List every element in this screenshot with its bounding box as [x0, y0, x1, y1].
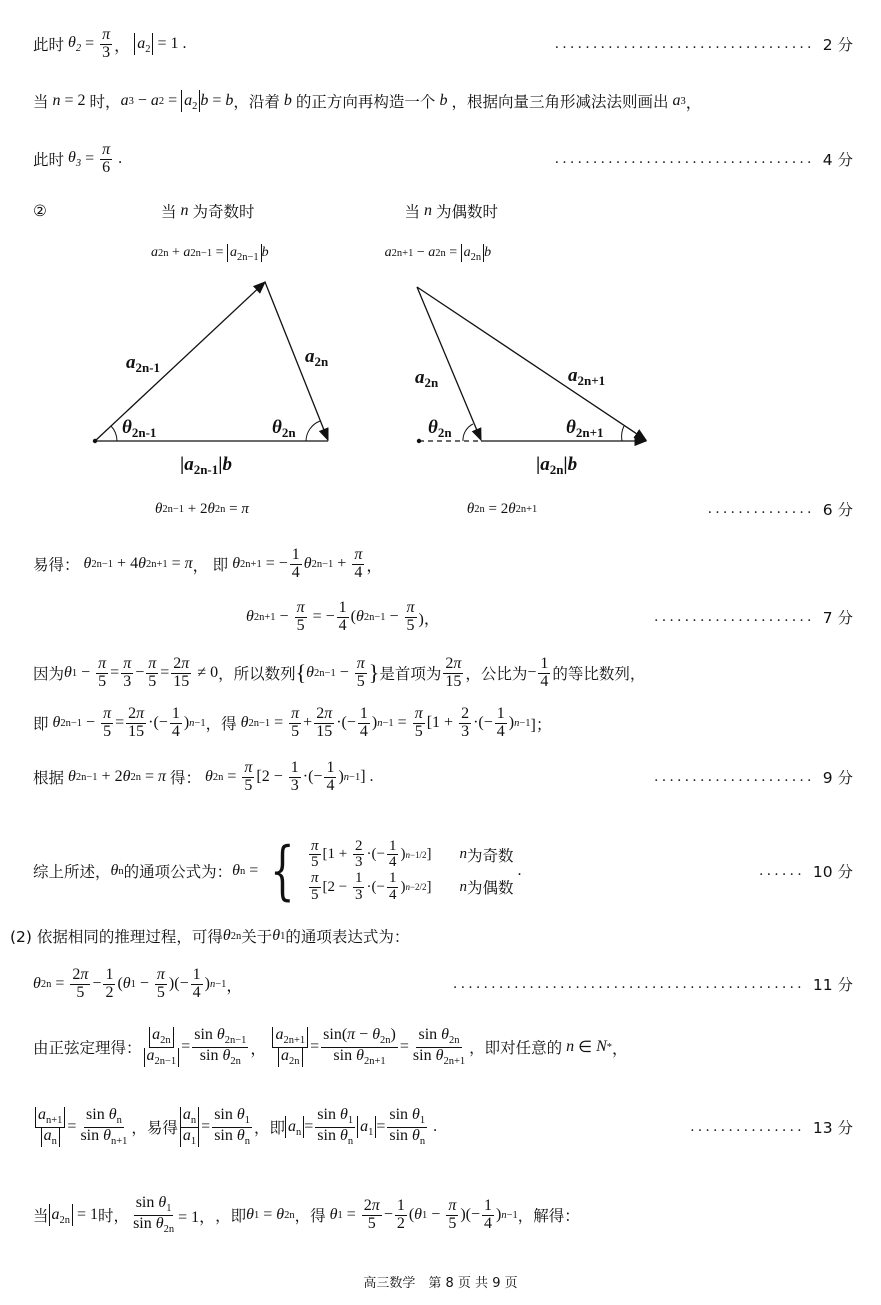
label-theta2n+1-right: $\theta_{2n+1}$	[566, 417, 604, 440]
line-genju: 根据 θ 2n−1 + 2 θ 2n = π 得： θ 2n = $\frac{\pi}{5}$ [2 − $\frac{1}{3}$ ·(− $\frac{1}{4}$ ) n−1 ] . ..................... 9 分	[33, 758, 853, 794]
even-heading: 为偶数时	[436, 203, 499, 221]
score-6: 6 分	[822, 501, 853, 519]
line-yinwei: 因为 θ 1 − $\frac{\pi}{5}$ = $\frac{\pi}{3}$ − $\frac{\pi}{5}$ = $\frac{2\pi}{15}$ ≠ 0 ，所以数列 { θ 2n−1 − $\frac{\pi}{5}$ } 是首项为 $\frac{2\pi}{15}$ ，公比为 − $\frac{1}{4}$ 的等比数列，	[33, 654, 646, 690]
line-n2: 当 n = 2 时， a 3 − a 2 = $a_2$ b = b ，沿着 b 的正方向再构造一个 b ，根据向量三角形减法法则画出 a 3 ，	[33, 91, 702, 113]
dot-leader: ..................................	[554, 36, 815, 52]
line-recurrence: θ 2n+1 − $\frac{\pi}{5}$ = − $\frac{1}{4}$ ( θ 2n−1 − $\frac{\pi}{5}$ )， ..................... 7 分	[246, 598, 853, 634]
line-ratio: $\frac{a_{n+1}}{a_n}$ = $\frac{\sin \theta_n}{\sin \theta_{n+1}}$ ，易得 $\frac{a_n}{a_1}$ = $\frac{\sin \theta_1}{\sin \theta_n}$ ，即 $a_n$ = $\frac{\sin \theta_1}{\sin \theta_n}$ $a_1$ = $\frac{\sin \theta_1}{\sin \theta_n}$ . ............... 13 分	[33, 1098, 853, 1156]
score-11: 11 分	[812, 976, 853, 994]
label-theta2n-left: $\theta_{2n}$	[272, 417, 296, 440]
label-a2n-right: $a_{2n}$	[415, 367, 439, 390]
score-4: 4 分	[822, 151, 853, 169]
label-base-right: $|a_{2n}|b$	[536, 454, 578, 477]
score-7: 7 分	[822, 609, 853, 627]
line-theta3: 此时 $\theta_3$ = $\frac{\pi}{6}$ . .................................. 4 分	[33, 140, 853, 176]
odd-heading: 为奇数时	[192, 203, 255, 221]
label-a2n-1-left: $a_{2n-1}$	[126, 352, 161, 375]
score-2: 2 分	[822, 36, 853, 54]
right-triangle	[417, 287, 646, 443]
label-a2n-left: $a_{2n}$	[305, 346, 329, 369]
line-sine-law: 由正弦定理得： $\frac{a_{2n}}{a_{2n-1}}$ = $\frac{\sin \theta_{2n-1}}{\sin \theta_{2n}}$ ， $\frac{a_{2n+1}}{a_{2n}}$ = $\frac{\sin(\pi - \theta_{2n})}{\sin \theta_{2n+1}}$ = $\frac{\sin \theta_{2n}}{\sin \theta_{2n+1}}$ ，即对任意的 n ∈ N * ，	[33, 1026, 628, 1067]
angle-relations: θ 2n−1 + 2 θ 2n = π θ 2n = 2 θ 2n+1 .............. 6 分	[33, 496, 853, 522]
line-yide: 易得： θ 2n−1 + 4 θ 2n+1 = π ， 即 θ 2n+1 = − $\frac{1}{4}$ θ 2n−1 + $\frac{\pi}{4}$ ，	[33, 545, 383, 581]
part2-heading: (2) 依据相同的推理过程，可得 θ 2n 关于 θ 1 的通项表达式为：	[10, 927, 410, 946]
score-10: 10 分	[812, 863, 853, 881]
piecewise-formula: { $\frac{\pi}{5}$ [1 + $\frac{2}{3}$ ·(− $\frac{1}{4}$ ) n−1/2 ] n 为奇数 $\frac{\pi}{5}$ [2 − $\frac{1}{3}$ ·(− $\frac{1}{4}$ ) n−2/2 ] n 为偶数	[270, 833, 514, 908]
label-a2n+1-right: $a_{2n+1}$	[568, 365, 606, 388]
label-theta2n-right: $\theta_{2n}$	[428, 417, 452, 440]
score-13: 13 分	[812, 1119, 853, 1137]
label-base-left: $|a_{2n-1}|b$	[180, 454, 232, 477]
label-theta2n-1-left: $\theta_{2n-1}$	[122, 417, 157, 440]
line-theta2n-formula: θ 2n = $\frac{2\pi}{5}$ − $\frac{1}{2}$ ( θ 1 − $\frac{\pi}{5}$ )(− $\frac{1}{4}$ ) n−1 ， .............................................. 11 分	[33, 965, 853, 1001]
line-ji: 即 θ 2n−1 − $\frac{\pi}{5}$ = $\frac{2\pi}{15}$ ·(− $\frac{1}{4}$ ) n−1 ，得 θ 2n−1 = $\frac{\pi}{5}$ + $\frac{2\pi}{15}$ ·(− $\frac{1}{4}$ ) n−1 = $\frac{\pi}{5}$ [1 + $\frac{2}{3}$ ·(− $\frac{1}{4}$ ) n−1 ]；	[33, 704, 552, 740]
score-9: 9 分	[822, 769, 853, 787]
vector-equations: a 2n + a 2n−1 = $a_{2n-1}$ b a 2n+1 − a 2n = $a_{2n}$ b	[151, 244, 492, 263]
line-zongshang: 综上所述， θ n 的通项公式为： θ n = { $\frac{\pi}{5}$ [1 + $\frac{2}{3}$ ·(− $\frac{1}{4}$ ) n−1/2 ] n 为奇数 $\frac{\pi}{5}$ [2 − $\frac{1}{3}$ ·(− $\frac{1}{4}$ ) n−2/2 ] n 为偶数 . ...... 10 分	[33, 833, 853, 908]
page-footer: 高三数学 第 8 页 共 9 页	[363, 1276, 518, 1291]
line-theta2: 此时 $\theta_2$ = $\frac{\pi}{3}$ ， $a_2$ = 1 . .................................. 2 分	[33, 25, 853, 61]
cases-heading: ② 当 n 为奇数时 当 n 为偶数时	[33, 202, 499, 221]
text-cishi: 此时	[33, 36, 65, 54]
line-final: 当 $a_{2n}$ = 1 时， $\frac{\sin \theta_1}{\sin \theta_{2n}}$ = 1， ，即 θ 1 = θ 2n ，得 θ 1 = $\frac{2\pi}{5}$ − $\frac{1}{2}$ ( θ 1 − $\frac{\pi}{5}$ )(− $\frac{1}{4}$ ) n−1 ，解得：	[33, 1194, 580, 1235]
